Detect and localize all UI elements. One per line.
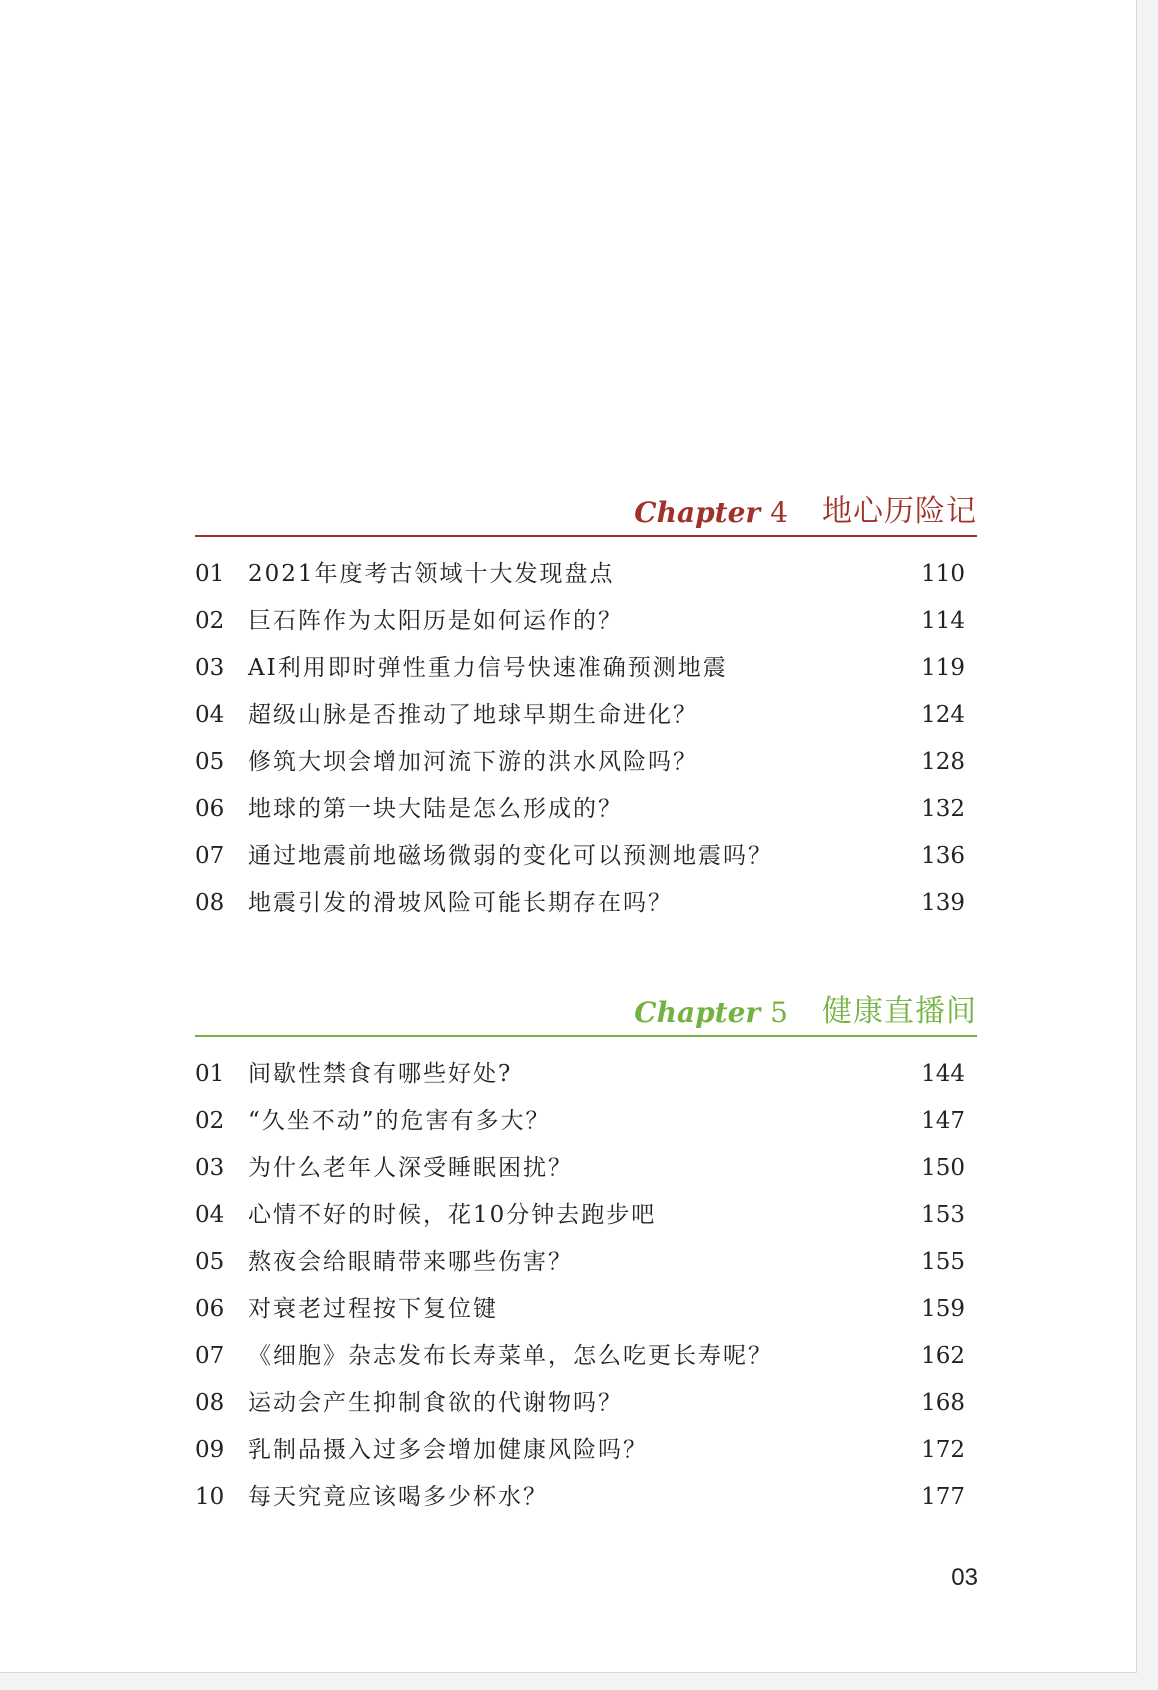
entry-number: 03 <box>195 655 225 681</box>
chapter-label: Chapter <box>634 496 761 529</box>
chapter-4-section <box>195 487 977 931</box>
entry-page: 153 <box>921 1202 965 1228</box>
toc-entry[interactable] <box>195 1478 977 1525</box>
chapter-5-section <box>195 987 977 1525</box>
toc-list <box>195 1037 977 1525</box>
entry-title: 通过地震前地磁场微弱的变化可以预测地震吗？ <box>248 843 773 869</box>
entry-title: 修筑大坝会增加河流下游的洪水风险吗？ <box>248 749 698 775</box>
entry-title: 为什么老年人深受睡眠困扰？ <box>248 1155 573 1181</box>
chapter-title: 地心历险记 <box>822 494 977 529</box>
entry-number: 02 <box>195 608 225 634</box>
chapter-header <box>195 487 977 535</box>
toc-entry[interactable] <box>195 1243 977 1290</box>
toc-entry[interactable] <box>195 837 977 884</box>
entry-number: 07 <box>195 843 225 869</box>
toc-entry[interactable] <box>195 743 977 790</box>
toc-entry[interactable] <box>195 1290 977 1337</box>
entry-page: 139 <box>921 890 965 916</box>
chapter-number: 4 <box>770 496 788 529</box>
chapter-title: 健康直播间 <box>822 994 977 1029</box>
entry-page: 119 <box>921 655 965 681</box>
toc-entry[interactable] <box>195 1384 977 1431</box>
entry-number: 09 <box>195 1437 225 1463</box>
entry-number: 10 <box>195 1484 225 1510</box>
entry-title: 熬夜会给眼睛带来哪些伤害？ <box>248 1249 573 1275</box>
entry-page: 162 <box>921 1343 965 1369</box>
toc-entry[interactable] <box>195 602 977 649</box>
entry-number: 08 <box>195 890 225 916</box>
toc-entry[interactable] <box>195 1337 977 1384</box>
toc-list <box>195 537 977 931</box>
entry-title: 超级山脉是否推动了地球早期生命进化？ <box>248 702 698 728</box>
entry-number: 05 <box>195 749 225 775</box>
entry-title: 2021年度考古领域十大发现盘点 <box>248 561 615 587</box>
entry-title: 巨石阵作为太阳历是如何运作的？ <box>248 608 623 634</box>
toc-entry[interactable] <box>195 1055 977 1102</box>
entry-number: 06 <box>195 796 225 822</box>
toc-entry[interactable] <box>195 1149 977 1196</box>
entry-page: 114 <box>921 608 965 634</box>
entry-page: 150 <box>921 1155 965 1181</box>
toc-entry[interactable] <box>195 790 977 837</box>
toc-entry[interactable] <box>195 555 977 602</box>
entry-page: 132 <box>921 796 965 822</box>
entry-number: 03 <box>195 1155 225 1181</box>
entry-title: 对衰老过程按下复位键 <box>248 1296 498 1322</box>
toc-entry[interactable] <box>195 1431 977 1478</box>
entry-title: “久坐不动”的危害有多大？ <box>248 1108 551 1134</box>
entry-page: 177 <box>921 1484 965 1510</box>
entry-page: 124 <box>921 702 965 728</box>
entry-title: 每天究竟应该喝多少杯水？ <box>248 1484 548 1510</box>
entry-title: 地球的第一块大陆是怎么形成的？ <box>248 796 623 822</box>
entry-number: 06 <box>195 1296 225 1322</box>
entry-page: 110 <box>921 561 965 587</box>
entry-title: 间歇性禁食有哪些好处? <box>248 1061 513 1087</box>
toc-entry[interactable] <box>195 884 977 931</box>
entry-number: 04 <box>195 702 225 728</box>
toc-entry[interactable] <box>195 1196 977 1243</box>
entry-page: 172 <box>921 1437 965 1463</box>
toc-entry[interactable] <box>195 1102 977 1149</box>
entry-number: 05 <box>195 1249 225 1275</box>
chapter-number: 5 <box>770 996 788 1029</box>
entry-number: 01 <box>195 561 225 587</box>
chapter-header <box>195 987 977 1035</box>
entry-number: 02 <box>195 1108 225 1134</box>
entry-title: 《细胞》杂志发布长寿菜单，怎么吃更长寿呢？ <box>248 1343 773 1369</box>
entry-title: 乳制品摄入过多会增加健康风险吗？ <box>248 1437 648 1463</box>
chapter-label: Chapter <box>634 996 761 1029</box>
entry-title: 运动会产生抑制食欲的代谢物吗？ <box>248 1390 623 1416</box>
page-number: 03 <box>951 1564 978 1591</box>
entry-number: 08 <box>195 1390 225 1416</box>
toc-entry[interactable] <box>195 649 977 696</box>
entry-number: 07 <box>195 1343 225 1369</box>
entry-page: 136 <box>921 843 965 869</box>
entry-page: 168 <box>921 1390 965 1416</box>
entry-number: 04 <box>195 1202 225 1228</box>
entry-page: 155 <box>921 1249 965 1275</box>
entry-title: AI利用即时弹性重力信号快速准确预测地震 <box>248 655 728 681</box>
entry-number: 01 <box>195 1061 225 1087</box>
entry-page: 144 <box>921 1061 965 1087</box>
entry-title: 地震引发的滑坡风险可能长期存在吗？ <box>248 890 673 916</box>
entry-page: 128 <box>921 749 965 775</box>
entry-page: 159 <box>921 1296 965 1322</box>
entry-page: 147 <box>921 1108 965 1134</box>
entry-title: 心情不好的时候，花10分钟去跑步吧 <box>248 1202 657 1228</box>
toc-entry[interactable] <box>195 696 977 743</box>
